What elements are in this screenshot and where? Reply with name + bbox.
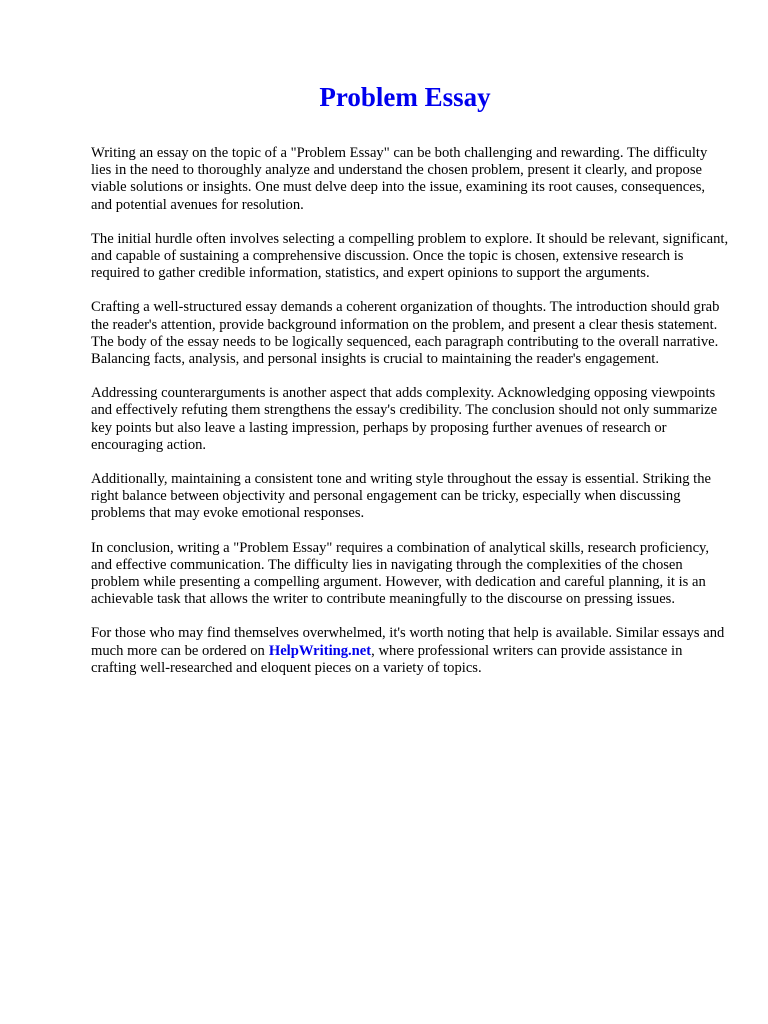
paragraph-3: Crafting a well-structured essay demands a coherent organization of thoughts. The introduction should grab the reader's attention, provide background information on the problem, and present a clear thesis statement. The body of the essay needs to be logically sequenced, each paragraph contributing to the overall narrative. Balancing facts, analysis, and personal insights is crucial to maintaining the reader's engagement. <box>91 299 720 368</box>
essay-body <box>91 145 729 694</box>
paragraph-7-before-link: For those who may find themselves overwhelmed, it's worth noting that help is available. Similar essays and much more can be ordered on <box>91 625 725 659</box>
paragraph-4: Addressing counterarguments is another aspect that adds complexity. Acknowledging opposing viewpoints and effectively refuting them strengthens the essay's credibility. The conclusion should not only summarize key points but also leave a lasting impression, perhaps by proposing further avenues of research or encouraging action. <box>91 385 718 453</box>
page-title: Problem Essay <box>319 82 491 112</box>
paragraph-7-after-link: , where professional writers can provide assistance in crafting well-researched and eloquent pieces on a variety of topics. <box>91 642 683 676</box>
paragraph-7 <box>91 625 729 677</box>
paragraph-5: Additionally, maintaining a consistent tone and writing style throughout the essay is essential. Striking the right balance between objectivity and personal engagement can be tricky, especially when discussing problems that may evoke emotional responses. <box>91 471 712 522</box>
paragraph-6: In conclusion, writing a "Problem Essay" requires a combination of analytical skills, research proficiency, and effective communication. The difficulty lies in navigating through the complexities of the chosen problem while presenting a compelling argument. However, with dedication and careful planning, it is an achievable task that allows the writer to contribute meaningfully to the discourse on pressing issues. <box>91 539 710 608</box>
paragraph-1: Writing an essay on the topic of a "Problem Essay" can be both challenging and rewarding. The difficulty lies in the need to thoroughly analyze and understand the chosen problem, present it clearly, and propose viable solutions or insights. One must delve deep into the issue, examining its root causes, consequences, and potential avenues for resolution. <box>91 145 708 213</box>
paragraph-2: The initial hurdle often involves selecting a compelling problem to explore. It should be relevant, significant, and capable of sustaining a comprehensive discussion. Once the topic is chosen, extensive research is required to gather credible information, statistics, and expert opinions to support the arguments. <box>91 230 729 282</box>
helpwriting-link[interactable]: HelpWriting.net <box>268 642 372 659</box>
